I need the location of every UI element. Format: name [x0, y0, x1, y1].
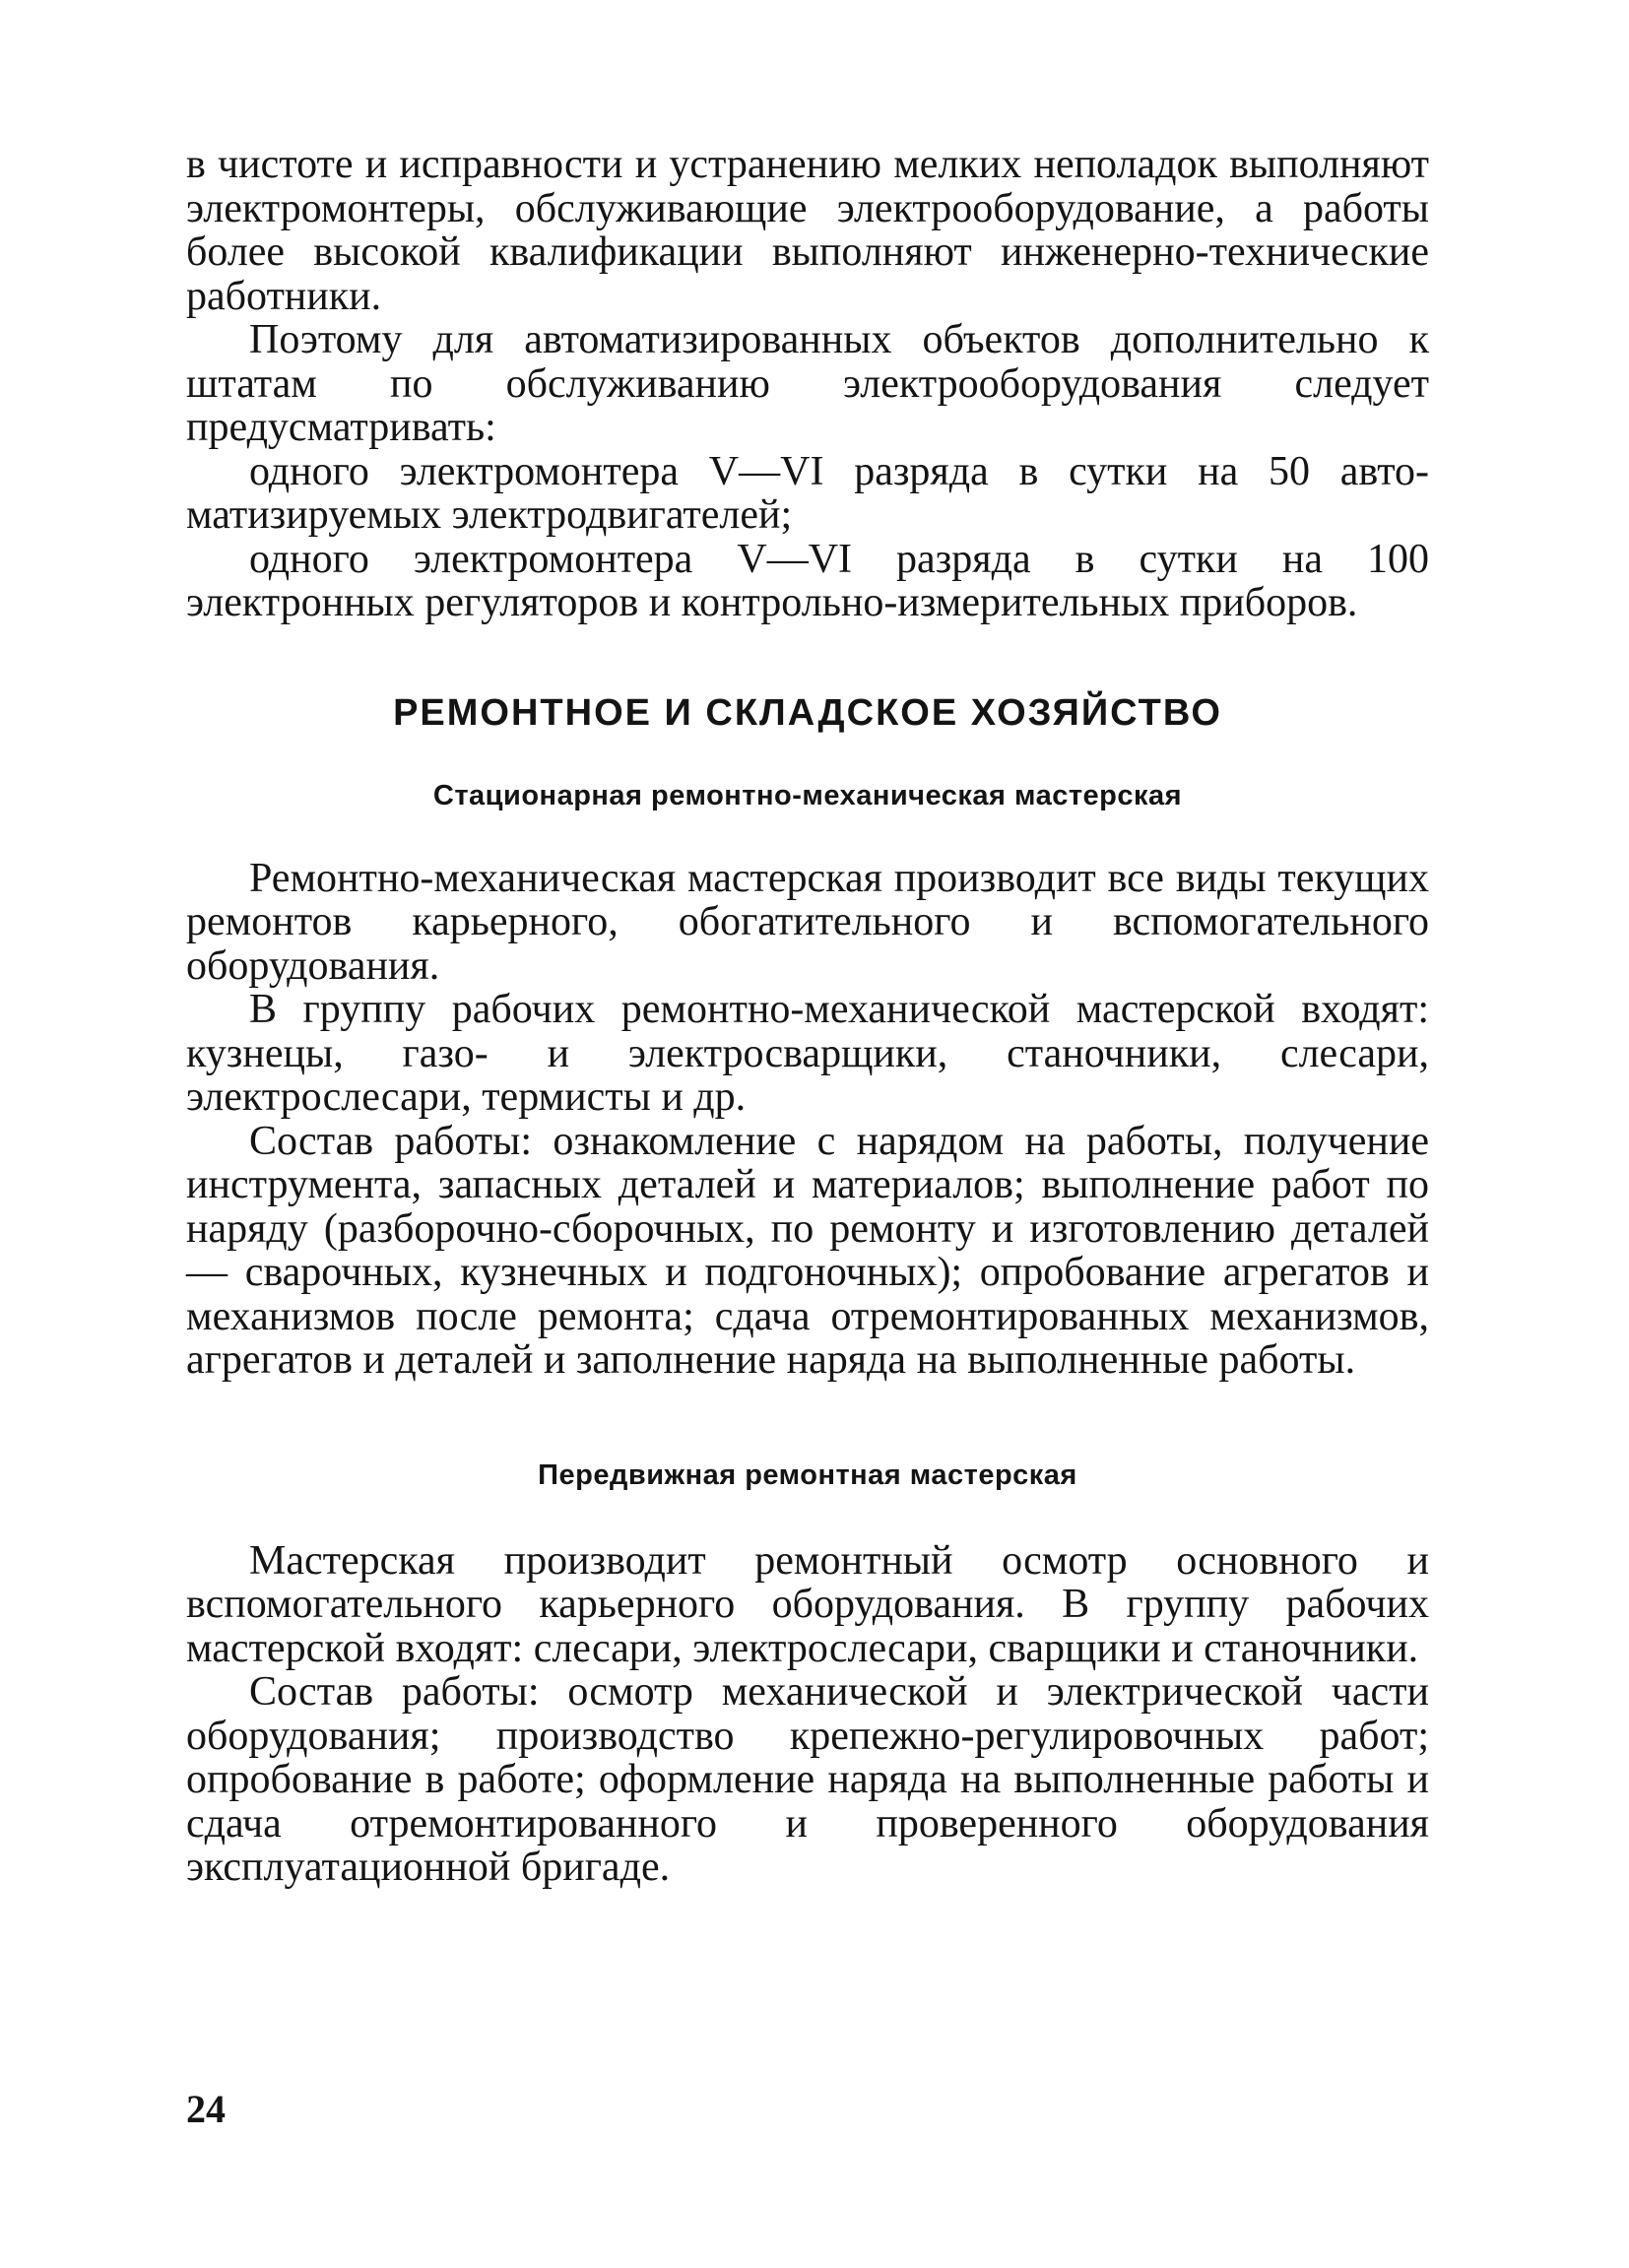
paragraph-staff-motors: одного электромонтера V—VI разряда в сутки на 50 автоматизируемых электродвигателей; — [186, 448, 1429, 538]
paragraph-workshop-workers: В группу рабочих ремонтно-механической мастерской входят: кузнецы, газо- и электросварщики, станочники, слесари, электрослесари, термисты и др. — [186, 987, 1429, 1120]
paragraph-continuation: в чистоте и исправности и устранению мелких неполадок выполняют электромонтеры, обслуживающие электрооборудование, а работы более высокой квалификации выполняют инженерно-технические работники. — [186, 142, 1429, 319]
paragraph-workshop-work-content: Состав работы: ознакомление с нарядом на работы, получение инструмента, запасных деталей и материалов; выполнение работ по наряду (разборочно-сборочных, по ремонту и изготовлению деталей — сварочных, кузнечных и подгоночных); опробование агрегатов и механизмов после ремонта; сдача отремонтированных механизмов, агрегатов и деталей и заполнение наряда на выполненные работы. — [186, 1118, 1429, 1383]
section-title-repair-storage: РЕМОНТНОЕ И СКЛАДСКОЕ ХОЗЯЙСТВО — [393, 691, 1222, 734]
subsection-title-stationary-workshop: Стационарная ремонтно-механическая мастерская — [432, 779, 1183, 811]
paragraph-automation-staff: Поэтому для автоматизированных объектов дополнительно к штатам по обслуживанию электрооборудования следует предусматривать: — [186, 317, 1429, 450]
paragraph-staff-regulators: одного электромонтера V—VI разряда в сутки на 100 электронных регуляторов и контрольно-измерительных приборов. — [186, 536, 1429, 625]
page-content — [186, 143, 1429, 1890]
page-number: 24 — [186, 2087, 226, 2131]
paragraph-mobile-work-content: Состав работы: осмотр механической и электрической части оборудования; производство крепежно-регулировочных работ; опробование в работе; оформление наряда на выполненные работы и сдача отремонтированного и проверенного оборудования эксплуатационной бригаде. — [186, 1669, 1429, 1890]
subsection-title-mobile-workshop: Передвижная ремонтная мастерская — [538, 1458, 1077, 1491]
paragraph-workshop-scope: Ремонтно-механическая мастерская производит все виды текущих ремонтов карьерного, обогатительного и вспомогательного оборудования. — [186, 855, 1429, 989]
paragraph-mobile-scope: Мастерская производит ремонтный осмотр основного и вспомогательного карьерного оборудования. В группу рабочих мастерской входят: слесари, электрослесари, сварщики и станочники. — [186, 1537, 1429, 1671]
